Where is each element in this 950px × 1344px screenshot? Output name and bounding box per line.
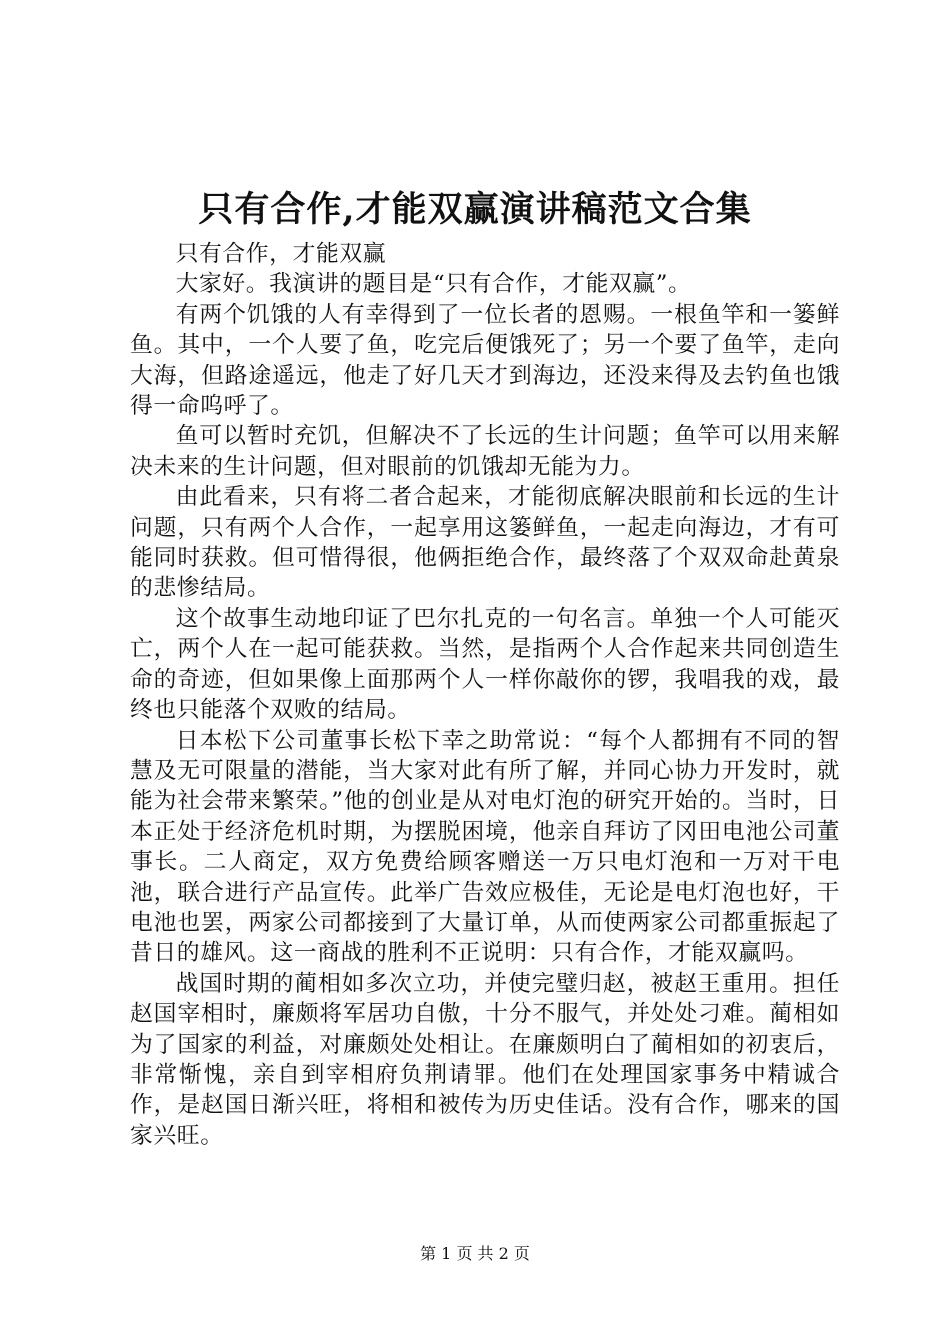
paragraph-subtitle: 只有合作，才能双赢 [175, 241, 387, 267]
paragraph-lin-xiangru: 战国时期的蔺相如多次立功，并使完璧归赵，被赵王重用。担任赵国宰相时，廉颇将军居功自傲，十分不服气，并处处刁难。蔺相如为了国家的利益，对廉颇处处相让。在廉颇明白了蔺相如的初衷后，非常惭愧，亲自到宰相府负荆请罪。他们在处理国家事务中精诚合作，是赵国日渐兴旺，将相和被传为历史佳话。没有合作，哪来的国家兴旺。 [130, 970, 840, 1149]
paragraph-matsushita: 日本松下公司董事长松下幸之助常说：“每个人都拥有不同的智慧及无可限量的潜能，当大家对此有所了解，并同心协力开发时，就能为社会带来繁荣。”他的创业是从对电灯泡的研究开始的。当时，日本正处于经济危机时期，为摆脱困境，他亲自拜访了冈田电池公司董事长。二人商定，双方免费给顾客赠送一万只电灯泡和一万对干电池，联合进行产品宣传。此举广告效应极佳，无论是电灯泡也好，干电池也罢，两家公司都接到了大量订单，从而使两家公司都重振起了昔日的雄风。这一商战的胜利不正说明：只有合作，才能双赢吗。 [130, 727, 840, 967]
page-footer: 第 1 页 共 2 页 [420, 1244, 530, 1263]
paragraph-story: 有两个饥饿的人有幸得到了一位长者的恩赐。一根鱼竿和一篓鲜鱼。其中，一个人要了鱼，吃完后便饿死了；另一个要了鱼竿，走向大海，但路途遥远，他走了好几天才到海边，还没来得及去钓鱼也饿得一命呜呼了。 [130, 301, 840, 420]
paragraph-greeting: 大家好。我演讲的题目是“只有合作，才能双赢”。 [175, 271, 692, 298]
document-title: 只有合作,才能双赢演讲稿范文合集 [198, 189, 752, 230]
paragraph-conclusion: 由此看来，只有将二者合起来，才能彻底解决眼前和长远的生计问题，只有两个人合作，一起享用这篓鲜鱼，一起走向海边，才有可能同时获救。但可惜得很，他俩拒绝合作，最终落了个双双命赴黄泉的悲惨结局。 [130, 484, 840, 602]
document-body [130, 239, 840, 1151]
paragraph-analysis: 鱼可以暂时充饥，但解决不了长远的生计问题；鱼竿可以用来解决未来的生计问题，但对眼前的饥饿却无能为力。 [130, 423, 840, 480]
paragraph-balzac-quote: 这个故事生动地印证了巴尔扎克的一句名言。单独一个人可能灭亡，两个人在一起可能获救。当然，是指两个人合作起来共同创造生命的奇迹，但如果像上面那两个人一样你敲你的锣，我唱我的戏，最终也只能落个双败的结局。 [130, 605, 840, 724]
